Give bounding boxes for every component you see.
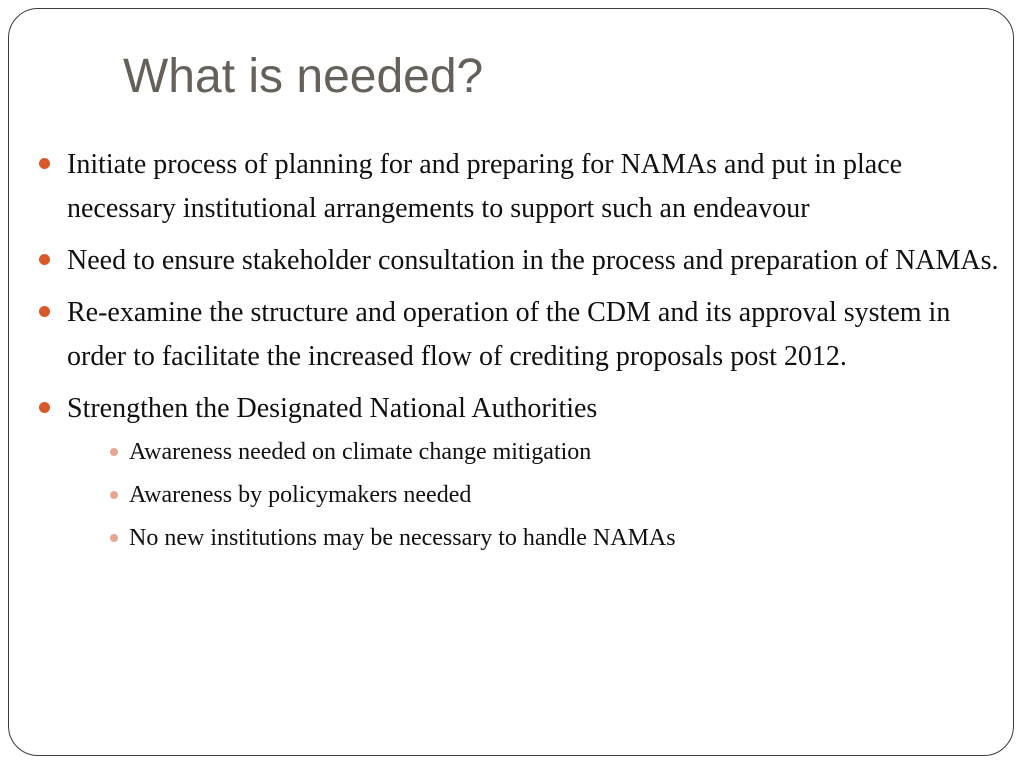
sub-bullet-text: Awareness needed on climate change mitigation <box>129 439 592 465</box>
sub-bullet-item <box>129 517 1003 560</box>
bullet-text: Need to ensure stakeholder consultation in the process and preparation of NAMAs. <box>67 245 999 276</box>
sub-bullet-marker-icon <box>110 491 118 499</box>
bullet-marker-icon <box>39 254 50 265</box>
slide-frame <box>8 8 1014 756</box>
sub-bullet-marker-icon <box>110 448 118 456</box>
sub-bullet-marker-icon <box>110 534 118 542</box>
slide-title: What is needed? <box>123 50 484 103</box>
bullet-marker-icon <box>39 158 50 169</box>
bullet-item <box>67 143 1003 231</box>
bullet-text: Initiate process of planning for and preparing for NAMAs and put in place necessary institutional arrangements to support such an endeavour <box>67 149 903 224</box>
bullet-marker-icon <box>39 402 50 413</box>
sub-bullet-text: No new institutions may be necessary to handle NAMAs <box>129 525 676 551</box>
sub-bullet-item <box>129 474 1003 517</box>
sub-bullet-text: Awareness by policymakers needed <box>129 482 472 508</box>
bullet-item <box>67 387 1003 560</box>
sub-bullet-list <box>67 431 1003 560</box>
sub-bullet-item <box>129 431 1003 474</box>
bullet-marker-icon <box>39 306 50 317</box>
bullet-item <box>67 291 1003 379</box>
bullet-item <box>67 239 1003 283</box>
bullet-text: Strengthen the Designated National Authorities <box>67 393 598 424</box>
bullet-text: Re-examine the structure and operation of the CDM and its approval system in order to facilitate the increased flow of crediting proposals post 2012. <box>67 297 951 372</box>
bullet-list <box>67 143 1003 568</box>
